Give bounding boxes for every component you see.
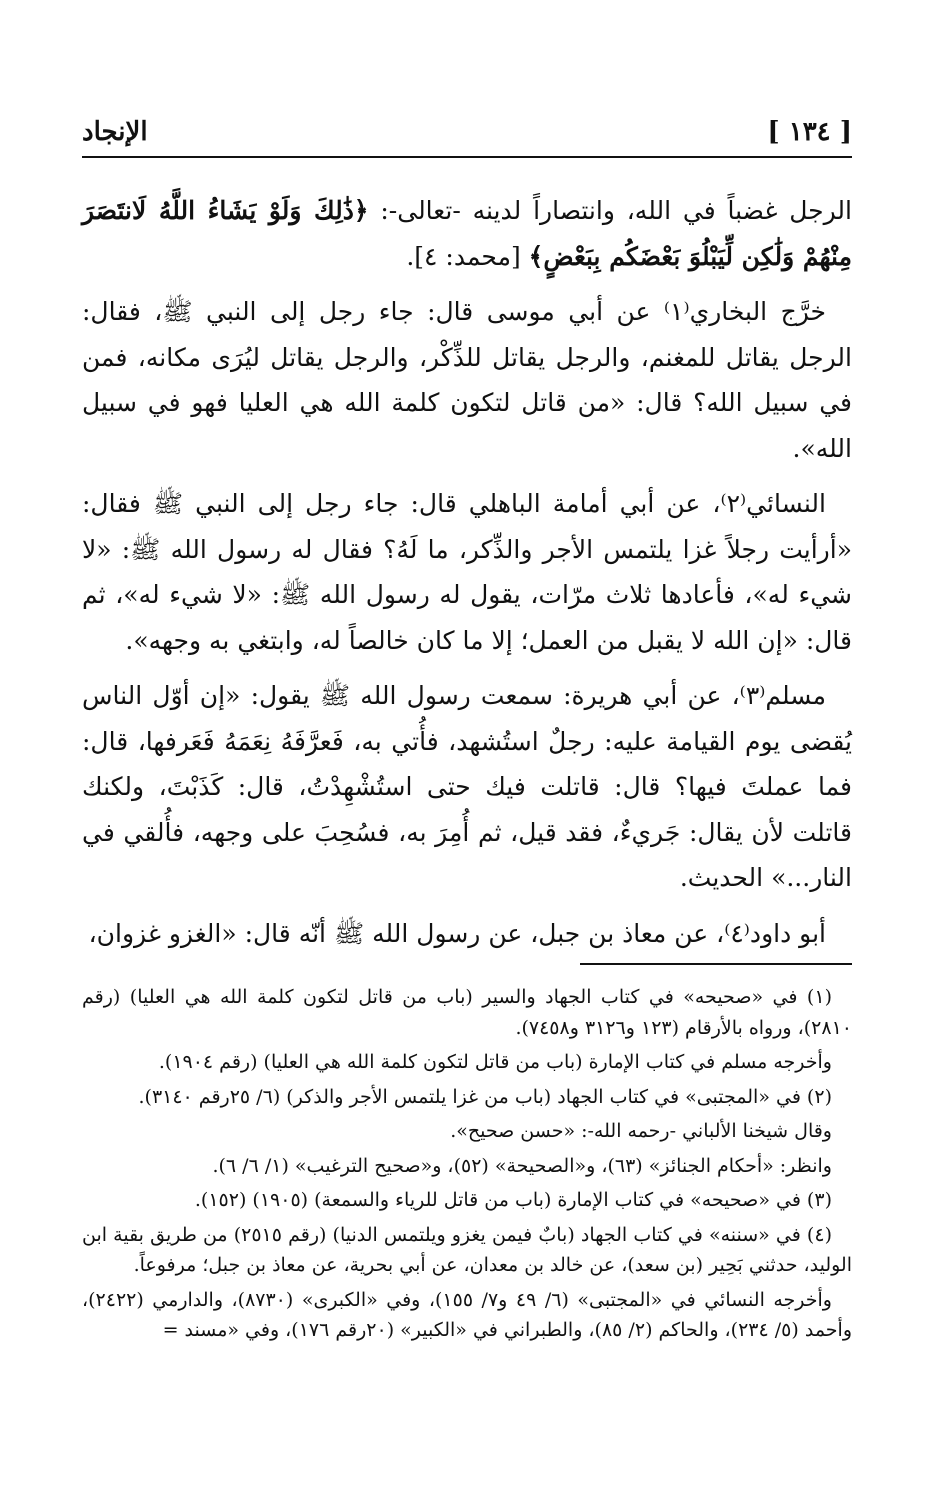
footnote-4-continued: وأخرجه النسائي في «المجتبى» (٦/ ٤٩ و٧/ ١٥٥)، وفي «الكبرى» (٨٧٣٠)، والدارمي (٢٤٢٢)، وأحمد (٥/ ٢٣٤)، والحاكم (٢/ ٨٥)، والطبراني في «الكبير» (٢٠رقم ١٧٦)، وفي «مسند = (82, 1288, 852, 1341)
footnotes (82, 982, 852, 1350)
footnote-divider (580, 963, 852, 965)
footnote-1-continued: وأخرجه مسلم في كتاب الإمارة (باب من قاتل لتكون كلمة الله هي العليا) (رقم ١٩٠٤). (158, 1051, 832, 1073)
paragraph-abu-dawud: أبو داود⁽٤⁾، عن معاذ بن جبل، عن رسول الله ﷺ أنّه قال: «الغزو غزوان، (88, 918, 826, 948)
footnote-1: (١) في «صحيحه» في كتاب الجهاد والسير (باب من قاتل لتكون كلمة الله هي العليا) (رقم ٢٨١٠)، ورواه بالأرقام (١٢٣ و٣١٢٦ و٧٤٥٨). (82, 986, 852, 1039)
quran-verse: ﴿ذَٰلِكَ وَلَوْ يَشَاءُ اللَّهُ لَانتَصَرَ مِنْهُمْ وَلَٰكِن لِّيَبْلُوَ بَعْضَكُم بِبَعْضٍ﴾ (82, 196, 852, 271)
paragraph-muslim: مسلم⁽٣⁾، عن أبي هريرة: سمعت رسول الله ﷺ يقول: «إن أوّل الناس يُقضى يوم القيامة عليه: رجلٌ استُشهد، فأُتي به، فَعرَّفَهُ نِعَمَهُ فَعَرفها، قال: فما عملتَ فيها؟ قال: قاتلت فيك حتى استُشْهِدْتُ، قال: كَذَبْتَ، ولكنك قاتلت لأن يقال: جَريءٌ، فقد قيل، ثم أُمِرَ به، فسُحِبَ على وجهه، فأُلقي في النار...» الحديث. (82, 681, 852, 892)
book-page (82, 0, 852, 1490)
footnote-3: (٣) في «صحيحه» في كتاب الإمارة (باب من قاتل للرياء والسمعة) (١٩٠٥) (١٥٢). (194, 1189, 832, 1211)
footnote-2-see-also: وانظر: «أحكام الجنائز» (٦٣)، و«الصحيحة» (٥٢)، و«صحيح الترغيب» (١/ ٦/ ٦). (212, 1154, 832, 1177)
paragraph-bukhari: خرَّج البخاري⁽١⁾ عن أبي موسى قال: جاء رجل إلى النبي ﷺ، فقال: الرجل يقاتل للمغنم، والرجل يقاتل للذِّكْر، والرجل يقاتل ليُرَى مكانه، فمن في سبيل الله؟ قال: «من قاتل لتكون كلمة الله هي العليا فهو في سبيل الله». (82, 297, 852, 463)
paragraph-1-text: الرجل غضباً في الله، وانتصاراً لدينه -تعالى-: (368, 196, 852, 225)
page-header (82, 112, 852, 152)
quran-reference: [محمد: ٤]. (406, 241, 529, 271)
footnote-2-continued: وقال شيخنا الألباني -رحمه الله-: «حسن صحيح». (450, 1120, 832, 1142)
footnote-2: (٢) في «المجتبى» في كتاب الجهاد (باب من غزا يلتمس الأجر والذكر) (٦/ ٢٥رقم ٣١٤٠). (138, 1085, 832, 1108)
header-divider (82, 156, 852, 158)
footnote-4: (٤) في «سننه» في كتاب الجهاد (بابٌ فيمن يغزو ويلتمس الدنيا) (رقم ٢٥١٥) من طريق بقية ابن الوليد، حدثني بَحِير (بن سعد)، عن خالد بن معدان، عن أبي بحرية، عن معاذ بن جبل؛ مرفوعاً. (82, 1223, 852, 1276)
paragraph-1 (82, 188, 852, 279)
running-title: الإنجاد (82, 117, 148, 147)
main-text (82, 188, 852, 966)
paragraph-nasai: النسائي⁽٢⁾، عن أبي أمامة الباهلي قال: جاء رجل إلى النبي ﷺ فقال: «أرأيت رجلاً غزا يلتمس الأجر والذِّكر، ما لَهُ؟ فقال له رسول الله ﷺ: «لا شيء له»، فأعادها ثلاث مرّات، يقول له رسول الله ﷺ: «لا شيء له»، ثم قال: «إن الله لا يقبل من العمل؛ إلا ما كان خالصاً له، وابتغي به وجهه». (82, 489, 852, 655)
page-number: [ ١٣٤ ] (767, 117, 852, 147)
